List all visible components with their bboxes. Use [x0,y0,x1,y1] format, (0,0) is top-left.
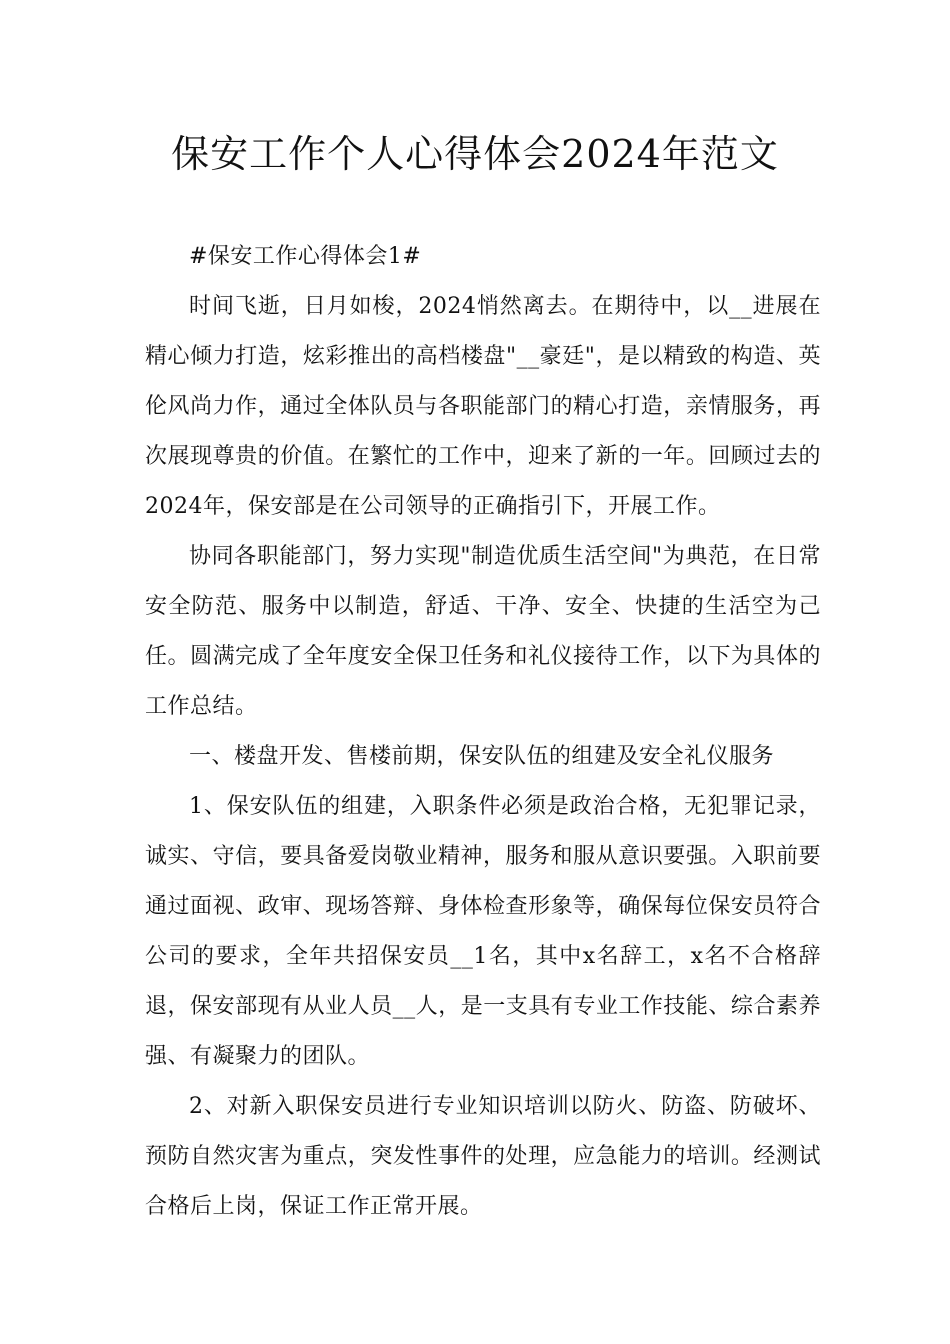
paragraph: 2、对新入职保安员进行专业知识培训以防火、防盗、防破坏、预防自然灾害为重点，突发性事件的处理，应急能力的培训。经测试合格后上岗，保证工作正常开展。 [145,1094,821,1219]
section-heading: #保安工作心得体会1# [189,244,422,269]
subsection-heading: 一、楼盘开发、售楼前期，保安队伍的组建及安全礼仪服务 [189,744,775,769]
document-body [145,232,821,1232]
paragraph: 时间飞逝，日月如梭，2024悄然离去。在期待中，以__进展在精心倾力打造，炫彩推出的高档楼盘"__豪廷"，是以精致的构造、英伦风尚力作，通过全体队员与各职能部门的精心打造，亲情服务，再次展现尊贵的价值。在繁忙的工作中，迎来了新的一年。回顾过去的2024年，保安部是在公司领导的正确指引下，开展工作。 [145,294,821,519]
paragraph: 1、保安队伍的组建，入职条件必须是政治合格，无犯罪记录，诚实、守信，要具备爱岗敬业精神，服务和服从意识要强。入职前要通过面视、政审、现场答辩、身体检查形象等，确保每位保安员符合公司的要求，全年共招保安员__1名，其中x名辞工，x名不合格辞退，保安部现有从业人员__人，是一支具有专业工作技能、综合素养强、有凝聚力的团队。 [145,794,821,1069]
document-title: 保安工作个人心得体会2024年范文 [171,132,779,176]
paragraph: 协同各职能部门，努力实现"制造优质生活空间"为典范，在日常安全防范、服务中以制造，舒适、干净、安全、快捷的生活空为己任。圆满完成了全年度安全保卫任务和礼仪接待工作，以下为具体的工作总结。 [145,544,821,719]
